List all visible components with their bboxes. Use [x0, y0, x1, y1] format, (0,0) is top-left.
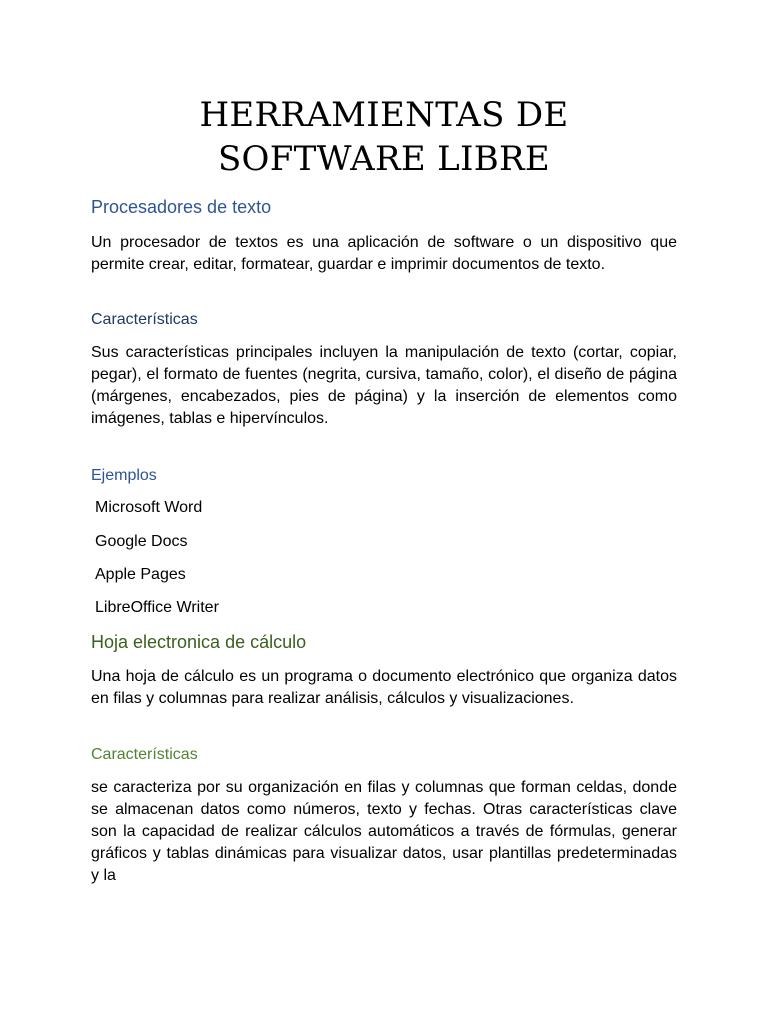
- spreadsheet-features-heading: Características: [91, 746, 198, 763]
- spreadsheet-features-text: se caracteriza por su organización en filas y columnas que forman celdas, donde se almacenan datos como números, texto y fechas. Otras características clave son la capacidad de realizar cálculos automáticos a través de fórmulas, generar gráficos y tablas dinámicas para visualizar datos, usar plantillas predeterminadas y la: [91, 779, 677, 884]
- example-item-apple-pages: Apple Pages: [95, 566, 186, 583]
- spreadsheet-intro: Una hoja de cálculo es un programa o documento electrónico que organiza datos en filas y columnas para realizar análisis, cálculos y visualizaciones.: [91, 668, 677, 707]
- example-item-microsoft-word: Microsoft Word: [95, 499, 203, 516]
- examples-heading: Ejemplos: [91, 467, 157, 484]
- example-item-google-docs: Google Docs: [95, 533, 188, 550]
- word-processors-features-heading: Características: [91, 311, 198, 328]
- word-processors-intro: Un procesador de textos es una aplicación de software o un dispositivo que permite crear, editar, formatear, guardar e imprimir documentos de texto.: [91, 234, 677, 273]
- section-heading-spreadsheet: Hoja electronica de cálculo: [91, 632, 307, 652]
- document-title: HERRAMIENTAS DE SOFTWARE LIBRE: [199, 95, 569, 179]
- document-page: [91, 0, 677, 1024]
- section-heading-word-processors: Procesadores de texto: [91, 197, 272, 217]
- word-processors-features-text: Sus características principales incluyen la manipulación de texto (cortar, copiar, pegar), el formato de fuentes (negrita, cursiva, tamaño, color), el diseño de página (márgenes, encabezados, pies de página) y la inserción de elementos como imágenes, tablas e hipervínculos.: [91, 344, 677, 427]
- example-item-libreoffice-writer: LibreOffice Writer: [95, 599, 219, 616]
